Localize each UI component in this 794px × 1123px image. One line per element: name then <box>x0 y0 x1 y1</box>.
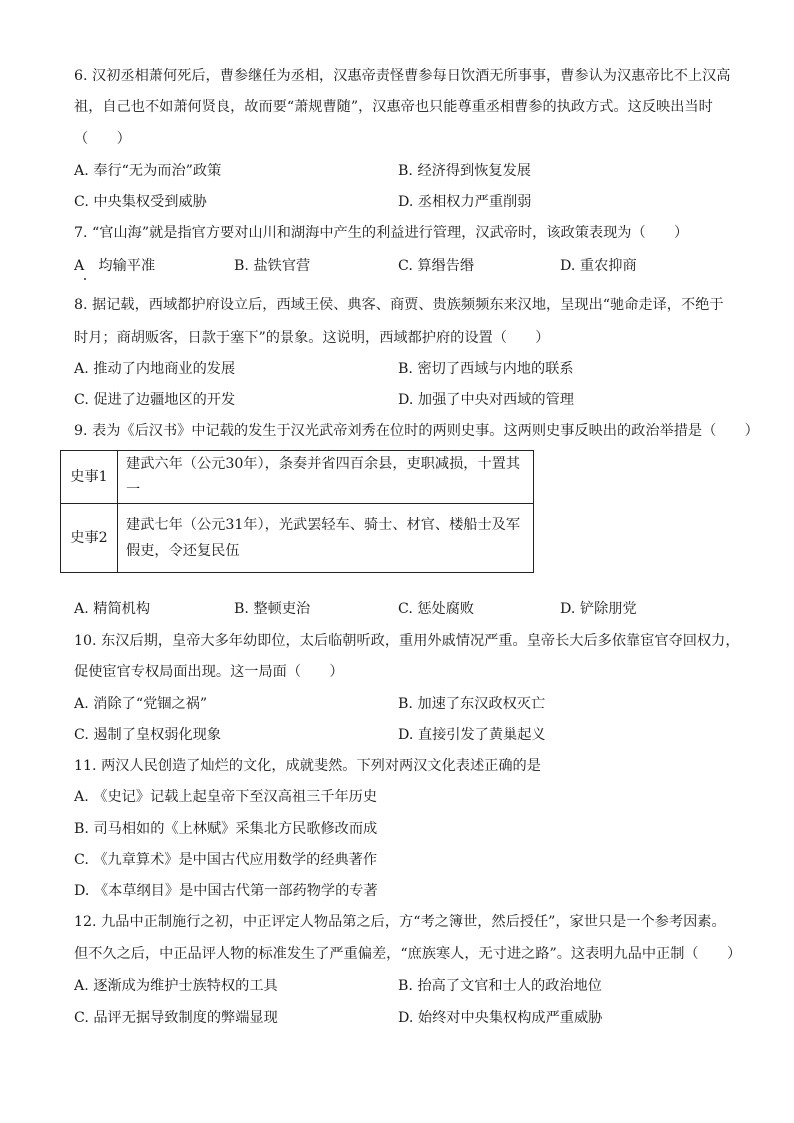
q9-history-table <box>60 450 534 573</box>
q12-option-d: D. 始终对中央集权构成严重威胁 <box>398 1010 603 1026</box>
q10-stem-line-2: 促使宦官专权局面出现。这一局面（ ） <box>74 664 344 680</box>
table-row-label: 史事2 <box>61 504 118 573</box>
q6-option-b: B. 经济得到恢复发展 <box>398 163 531 179</box>
q10-option-a: A. 消除了“党锢之祸” <box>74 696 208 712</box>
q8-option-d: D. 加强了中央对西域的管理 <box>398 392 574 408</box>
q8-option-a: A. 推动了内地商业的发展 <box>74 361 236 377</box>
q12-option-c: C. 品评无据导致制度的弊端显现 <box>74 1010 278 1026</box>
table-row <box>61 451 534 504</box>
q9-option-b: B. 整顿吏治 <box>234 601 311 617</box>
q10-stem-line-1: 10. 东汉后期，皇帝大多年幼即位，太后临朝听政，重用外戚情况严重。皇帝长大后多依靠宦官夺回权力， <box>74 633 740 649</box>
q6-stem-line-1: 6. 汉初丞相萧何死后，曹参继任为丞相，汉惠帝责怪曹参每日饮酒无所事事，曹参认为汉惠帝比不上汉高 <box>74 68 731 84</box>
table-row <box>61 504 534 573</box>
q7-option-a: A 均输平准 <box>74 258 156 274</box>
q8-option-c: C. 促进了边疆地区的开发 <box>74 392 236 408</box>
q9-option-c: C. 惩处腐败 <box>398 601 475 617</box>
q9-stem-line-1: 9. 表为《后汉书》中记载的发生于汉光武帝刘秀在位时的两则史事。这两则史事反映出的政治举措是（ ） <box>74 423 759 439</box>
q7-option-d: D. 重农抑商 <box>560 258 637 274</box>
q11-option-c: C. 《九章算术》是中国古代应用数学的经典著作 <box>74 852 378 868</box>
q8-stem-line-2: 时月；商胡贩客，日款于塞下”的景象。这说明，西域都护府的设置（ ） <box>74 330 550 346</box>
q8-option-b: B. 密切了西域与内地的联系 <box>398 361 574 377</box>
q10-option-d: D. 直接引发了黄巢起义 <box>398 727 546 743</box>
q12-stem-line-2: 但不久之后，中正品评人物的标准发生了严重偏差，“庶族寒人，无寸进之路”。这表明九品中正制（ ） <box>74 946 742 962</box>
q6-option-d: D. 丞相权力严重削弱 <box>398 194 532 210</box>
q11-stem-line-1: 11. 两汉人民创造了灿烂的文化，成就斐然。下列对两汉文化表述正确的是 <box>74 758 541 774</box>
table-row-text: 建武七年（公元31年），光武罢轻车、骑士、材官、楼船士及军假吏，令还复民伍 <box>118 504 534 573</box>
q10-option-b: B. 加速了东汉政权灭亡 <box>398 696 546 712</box>
q11-option-d: D. 《本草纲目》是中国古代第一部药物学的专著 <box>74 883 378 899</box>
q6-stem-line-2: 祖，自己也不如萧何贤良，故而要“萧规曹随”，汉惠帝也只能尊重丞相曹参的执政方式。这反映出当时 <box>74 99 713 115</box>
q12-option-a: A. 逐渐成为维护士族特权的工具 <box>74 978 278 994</box>
q7-option-b: B. 盐铁官营 <box>234 258 311 274</box>
q7-option-c: C. 算缗告缗 <box>398 258 475 274</box>
q9-option-a: A. 精简机构 <box>74 601 151 617</box>
q6-option-a: A. 奉行“无为而治”政策 <box>74 163 222 179</box>
q11-option-b: B. 司马相如的《上林赋》采集北方民歌修改而成 <box>74 821 378 837</box>
q8-stem-line-1: 8. 据记载，西域都护府设立后，西域王侯、典客、商贾、贵族频频东来汉地，呈现出“驰命走译，不绝于 <box>74 297 724 313</box>
stray-dot <box>84 278 86 280</box>
q12-stem-line-1: 12. 九品中正制施行之初，中正评定人物品第之后，方“考之簿世，然后授任”，家世只是一个参考因素。 <box>74 914 726 930</box>
q6-stem-line-3: （ ） <box>74 131 131 147</box>
q7-stem-line-1: 7. “官山海”就是指官方要对山川和湖海中产生的利益进行管理，汉武帝时，该政策表现为（ ） <box>74 225 689 241</box>
q9-option-d: D. 铲除朋党 <box>560 601 637 617</box>
q6-option-c: C. 中央集权受到威胁 <box>74 194 207 210</box>
q12-option-b: B. 抬高了文官和士人的政治地位 <box>398 978 602 994</box>
table-row-label: 史事1 <box>61 451 118 504</box>
table-row-text: 建武六年（公元30年），条奏并省四百余县，吏职减损，十置其一 <box>118 451 534 504</box>
q11-option-a: A. 《史记》记载上起皇帝下至汉高祖三千年历史 <box>74 789 378 805</box>
q10-option-c: C. 遏制了皇权弱化现象 <box>74 727 222 743</box>
